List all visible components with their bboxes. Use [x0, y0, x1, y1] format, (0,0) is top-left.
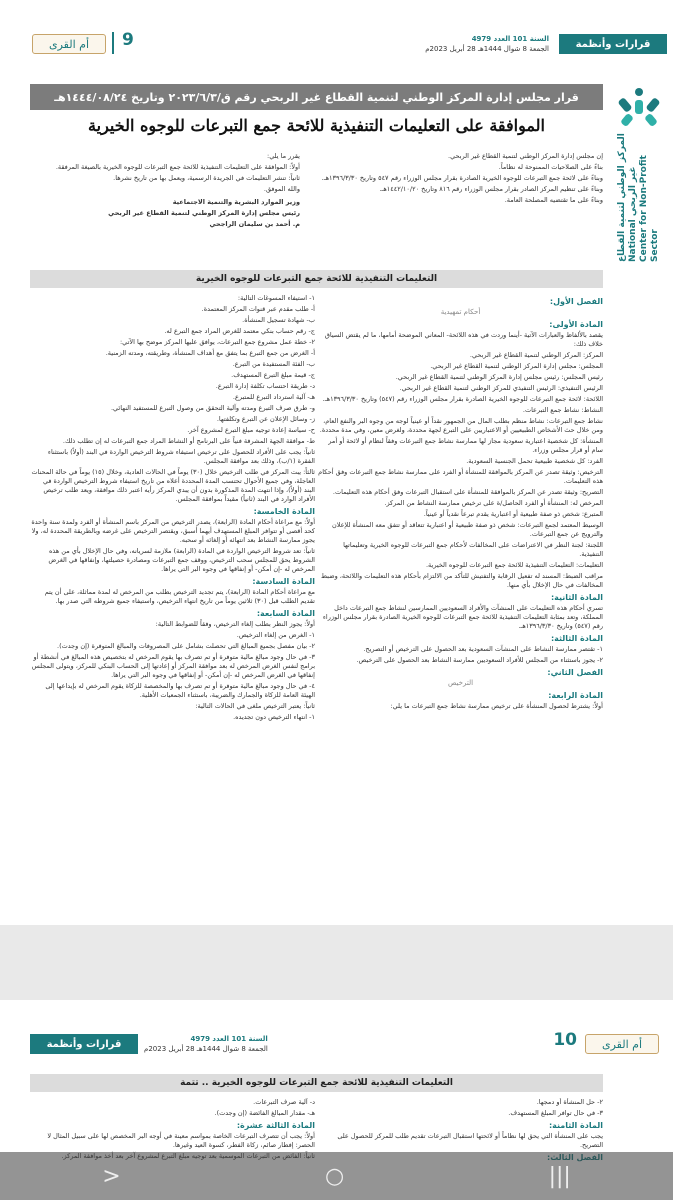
- paragraph: ج- قيمة مبلغ التبرع المستهدف.: [231, 371, 315, 379]
- paragraph: التعليمات: التعليمات التنفيذية للائحة جمع التبرعات للوجوه الخيرية.: [425, 561, 603, 569]
- intro-line: وبناءً على تنظيم المركز الصادر بقرار مجلس الوزراء رقم ٨١٦ وتاريخ ١٤٤٢/١٠/٢٠هـ.: [379, 185, 603, 193]
- page-header: [0, 1000, 673, 1060]
- section-tag: قرارات وأنظمة: [30, 1034, 138, 1054]
- paragraph: ح- سياسة إعادة توجيه مبلغ التبرع لمشروع آخر.: [187, 426, 315, 434]
- section-tag: قرارات وأنظمة: [559, 34, 667, 54]
- paragraph: تسري أحكام هذه التعليمات على المنشآت والأفراد السعوديين الممارسين لنشاط جمع التبرعات داخل المملكة، وتعد بمثابة التعليمات التنفيذية للائحة جمع التبرعات للوجوه الخيرية الصادرة بقرار مجلس الوزراء رقم (٥٤٧) وتاريخ ١٣٩٦/٣/٣٠هـ.: [322, 604, 603, 630]
- paragraph: مراقب الضبط: المسند له تفعيل الرقابة والتفتيش للتأكد من الالتزام بأحكام هذه التعليمات واللائحة، وضبط المخالفات في حال الإخلال بأي منها.: [320, 572, 603, 589]
- intro-line: إن مجلس إدارة المركز الوطني لتنمية القطاع غير الربحي.: [448, 152, 603, 160]
- page-header: [0, 0, 673, 60]
- paragraph: رئيس المجلس: رئيس مجلس إدارة المركز الوطني لتنمية القطاع غير الربحي.: [395, 373, 603, 381]
- paragraph: أ- طلب مقدم عبر قنوات المركز المعتمدة.: [201, 305, 315, 313]
- paragraph: ١- تقتصر ممارسة النشاط على المنشآت السعودية بعد الحصول على الترخيص أو التصريح.: [363, 645, 603, 653]
- paragraph: ٢- بيان مفصل بجميع المبالغ التي تحصلت بشامل على المصروفات والمبالغ المتوفرة (إن وجدت).: [57, 642, 315, 650]
- article-heading: المادة الرابعة:: [548, 691, 603, 700]
- paragraph: ثالثاً: يبت المركز في طلب الترخيص خلال (٣٠) يوماً في الحالات العادية، وخلال (١٥) يوماً في حالة المحنات العاجلة، وفي جميع الأحوال تحتسب المدة المحددة أعلاه من تاريخ استيفاء شروط الترخيص الواردة في البند (أولاً)، وإذا انتهت المدة المذكورة بدون أن يبدي المركز رأيه اعتبر ذلك موافقة، ويعد طلب ترخيص الأفراد الوارد في البند (ثانياً) مقيداً بموافقة المجلس.: [31, 468, 315, 503]
- paragraph: أولاً: يجوز النظر بطلب إلغاء الترخيص، وفقاً للضوابط التالية:: [155, 620, 315, 628]
- page-number: 9: [122, 30, 134, 50]
- paragraph: ب- شهادة تسجيل المنشأة.: [242, 316, 315, 324]
- main-title: الموافقة على التعليمات التنفيذية للائحة جمع التبرعات للوجوه الخيرية: [88, 116, 545, 135]
- page-number: 10: [553, 1030, 577, 1050]
- body-right-column: [318, 294, 603, 914]
- issue-line-1: السنة 101 العدد 4979: [190, 1035, 268, 1043]
- paragraph: المنشأة: كل شخصية اعتبارية سعودية مجاز لها ممارسة نشاط جمع التبرعات وفقاً لنظام أو لائحة أو أمر سام أو قرار مجلس وزراء.: [328, 437, 603, 454]
- paragraph: ز- وسائل الإعلان عن التبرع وتكلفتها.: [216, 415, 315, 423]
- chapter-subtitle: أحكام تمهيدية: [440, 308, 481, 316]
- paragraph: ١- استيفاء المسوغات التالية:: [237, 294, 315, 302]
- article-heading: المادة الأولى:: [549, 320, 603, 329]
- recent-apps-button[interactable]: |||: [548, 1163, 571, 1189]
- paragraph: ١- انتهاء الترخيص دون تجديده.: [233, 713, 315, 721]
- signature-line: رئيس مجلس إدارة المركز الوطني لتنمية القطاع غير الربحي: [108, 209, 300, 217]
- paragraph: الترخيص: وثيقة تصدر عن المركز بالموافقة للمنشأة أو الفرد على ممارسة نشاط جمع التبرعات وفق أحكام هذه التعليمات.: [318, 468, 603, 485]
- paragraph: نشاط جمع التبرعات: نشاط منظم بطلب المال من الجمهور نقداً أو عينياً لوجه من وجوه البر والنفع العام، ومن خلال حث الأشخاص الطبيعيين أو الاعتباريين على التبرع لجهة محددة، ولغرض معين، وفي مدة محددة.: [319, 417, 603, 434]
- paragraph: أولاً: مع مراعاة أحكام المادة (الرابعة)، يصدر الترخيص من المركز باسم المنشأة أو الفرد ولمدة سنة واحدة كحد أقصى أو تتوافر المبلغ المستهدف أيهما أسبق، ويقتصر الترخيص على غرضه وبالطريقة المحددة له، ولا يجوز ممارسة النشاط بعد انتهائه أو إلغائه أو سحبه.: [31, 518, 315, 544]
- paragraph: المرخص له: المنشأة أو الفرد الحاصل/ة على ترخيص ممارسة النشاط من المركز.: [384, 499, 603, 507]
- umm-al-qura-logo: أم القرى: [585, 1034, 659, 1054]
- paragraph: ثانياً: تعد شروط الترخيص الواردة في المادة (الرابعة) ملازمة لسريانه، وفي حال الإخلال بأي من هذه الشروط يحق للمجلس سحب الترخيص، ووقف جمع التبرعات ومصادرة حصيلتها، وإنفاقها في الغرض المرخص له -إن أمكن- أو إنفاقها في وجوه البر التي يراها.: [48, 547, 315, 573]
- paragraph: أولاً: يشترط لحصول المنشأة على ترخيص ممارسة نشاط جمع التبرعات ما يلي:: [390, 702, 603, 710]
- paragraph: الفرد: كل شخصية طبيعية تحمل الجنسية السعودية.: [466, 457, 603, 465]
- paragraph: و- طرق صرف التبرع ومدته وآلية التحقق من وصول التبرع للمستفيد النهائي.: [110, 404, 315, 412]
- article-heading: المادة الثالثة عشرة:: [236, 1121, 315, 1130]
- intro-line: والله الموفق.: [263, 185, 300, 193]
- paragraph: ٢- حل المنشأة أو دمجها.: [536, 1098, 603, 1106]
- paragraph: ١- الغرض من إلغاء الترخيص.: [236, 631, 315, 639]
- decision-title: قرار مجلس إدارة المركز الوطني لتنمية القطاع غير الربحي رقم ق/٢٠٢٣/٦/٣ وتاريخ ١٤٤٤/٠٨/٢٤هـ: [30, 84, 603, 110]
- article-heading: المادة الثانية:: [550, 593, 603, 602]
- paragraph: د- آلية صرف التبرعات.: [253, 1098, 315, 1106]
- chapter-subtitle: الترخيص: [447, 679, 474, 687]
- paragraph: المركز: المركز الوطني لتنمية القطاع غير الربحي.: [469, 351, 603, 359]
- intro-line: بناءً على الصلاحيات الممنوحة له نظاماً.: [498, 163, 603, 171]
- paragraph: مع مراعاة أحكام المادة (الرابعة)، يتم تجديد الترخيص بطلب من المرخص له لمدة مماثلة، على أن يتم تقديم الطلب قبل (٣٠) ثلاثين يوماً من تاريخ انتهاء الترخيص، واستيفاء جميع شروطه التي صدر بها.: [44, 588, 315, 605]
- paragraph: ٣- في حال وجود مبالغ مالية متوفرة أو تم تصرف بها يقوم المرخص له بتخصيص هذه المبالغ في أنشطة أو برامج لنفس الغرض المرخص له بعد موافقة المركز أو إعادتها إلى الحساب البنكي للمركز، ويتولى المجلس إنفاقها في الغرض المرخص له -إن أمكن- أو إنفاقها في وجوه البر التي يراها.: [31, 653, 315, 679]
- umm-al-qura-logo: أم القرى: [32, 34, 106, 54]
- intro-left: [30, 152, 300, 231]
- issue-line-2: الجمعة 8 شوال 1444هـ 28 أبريل 2023م: [425, 45, 549, 53]
- article-heading: المادة الثالثة:: [550, 634, 603, 643]
- paragraph: النشاط: نشاط جمع التبرعات.: [522, 406, 603, 414]
- signature-block: [30, 198, 300, 229]
- intro-line: وبناءً على لائحة جمع التبرعات للوجوه الخيرية الصادرة بقرار مجلس الوزراء رقم ٥٤٧ وتاريخ ١٣٩٦/٣/٣٠هـ.: [321, 174, 603, 182]
- paragraph: أولاً: يجب أن تتصرف التبرعات الخاصة بمواسم معينة في أوجه البر المخصص لها على سبيل المثال لا الحصر: إفطار صائم، زكاة الفطر، كسوة العيد وغيرها.: [47, 1132, 315, 1149]
- ncnp-name: المركز الوطني لتنمية القطاع غير الربحي National Center for Non-Profit Sector: [617, 133, 660, 262]
- android-nav-bar: [0, 1152, 673, 1200]
- ncnp-emblem-icon: [611, 84, 667, 132]
- paragraph: هـ- آلية استرداد التبرع للمتبرع.: [232, 393, 315, 401]
- article-heading: المادة الخامسة:: [253, 507, 315, 516]
- paragraph: التصريح: وثيقة تصدر عن المركز بالموافقة للمنشأة على استقبال التبرعات وفق أحكام هذه التعليمات.: [332, 488, 603, 496]
- ncnp-logo: [611, 84, 667, 264]
- paragraph: يجب على المنشأة التي يحق لها نظاماً أو لائحتها استقبال التبرعات تقديم طلب للمركز للحصول على التصريح.: [337, 1132, 603, 1149]
- intro-line: وبناءً على ما تقتضيه المصلحة العامة.: [504, 196, 603, 204]
- article-heading: المادة الثامنة:: [548, 1121, 603, 1130]
- paragraph: ثانياً: يعتبر الترخيص ملغى في الحالات التالية:: [195, 702, 315, 710]
- article-heading: المادة السابعة:: [256, 609, 315, 618]
- article-heading: الفصل الأول:: [549, 297, 603, 306]
- paragraph: المجلس: مجلس إدارة المركز الوطني لتنمية القطاع غير الربحي.: [430, 362, 603, 370]
- paragraph: ثانياً: يجب على الأفراد للحصول على ترخيص استيفاء شروط الترخيص الواردة في البند (أولاً) باستثناء الفقرة (١/ب)، وذلك بعد موافقة المجلس.: [47, 448, 315, 465]
- paragraph: ٢- خطة عمل مشروع جمع التبرعات، يوافق عليها المركز موضح بها الآتي:: [119, 338, 315, 346]
- issue-info: [425, 34, 549, 54]
- section-band: التعليمات التنفيذية للائحة جمع التبرعات للوجوه الخيرية: [30, 270, 603, 288]
- paragraph: اللجنة: لجنة النظر في الاعتراضات على المخالفات لأحكام جمع التبرعات للوجوه الخيرية وتعليماتها التنفيذية.: [343, 541, 603, 558]
- body-left-column: [30, 294, 315, 914]
- paragraph: ٢- يجوز باستثناء من المجلس للأفراد السعوديين ممارسة النشاط بعد الحصول على الترخيص.: [356, 656, 603, 664]
- paragraph: يقصد بالألفاظ والعبارات الآتية -أينما وردت في هذه اللائحة- المعاني الموضحة أمامها، ما لم يقتض السياق خلاف ذلك:: [324, 331, 603, 348]
- section-band: التعليمات التنفيذية للائحة جمع التبرعات للوجوه الخيرية .. تتمة: [30, 1074, 603, 1092]
- paragraph: اللائحة: لائحة جمع التبرعات للوجوه الخيرية الصادرة بقرار مجلس الوزراء رقم (٥٤٧) وتاريخ ١٣٩٦/٣/٣٠هـ.: [322, 395, 603, 403]
- paragraph: ٤- في حال وجود مبالغ مالية متوفرة أو تم تصرف بها والمخصصة للزكاة يقوم المرخص له بإيداعها إلى الهيئة العامة للزكاة والجمارك والضريبة، باستثناء الجمعيات الأهلية.: [45, 682, 315, 699]
- signature-line: وزير الموارد البشرية والتنمية الاجتماعية: [172, 198, 300, 206]
- paragraph: الرئيس التنفيذي: الرئيس التنفيذي للمركز الوطني لتنمية القطاع غير الربحي.: [399, 384, 603, 392]
- paragraph: ج- رقم حساب بنكي معتمد للغرض المراد جمع التبرع له.: [164, 327, 315, 335]
- intro-line: يقرر ما يلي:: [267, 152, 300, 160]
- paragraph: ب- الفئة المستفيدة من التبرع.: [232, 360, 315, 368]
- paragraph: د- طريقة احتساب تكلفة إدارة التبرع.: [215, 382, 315, 390]
- paragraph: المتبرع: شخص ذو صفة طبيعية أو اعتبارية يقدم تبرعاً نقدياً أو عينياً.: [423, 510, 603, 518]
- intro-line: ثانياً: تنشر التعليمات في الجريدة الرسمية، ويعمل بها من تاريخ نشرها.: [113, 174, 300, 182]
- issue-info: [144, 1034, 268, 1054]
- paragraph: أ- الغرض من جمع التبرع بما يتفق مع أهداف المنشأة، وطريقته، ومدته الزمنية.: [105, 349, 315, 357]
- paragraph: الوسيط المعتمد لجمع التبرعات: شخص ذو صفة طبيعية أو اعتبارية تتعاقد أو تتفق معه المنشأة للإعلان والترويج عن جمع التبرعات.: [332, 521, 603, 538]
- intro-line: أولاً: الموافقة على التعليمات التنفيذية للائحة جمع التبرعات للوجوه الخيرية بالصيغة المرفقة.: [55, 163, 300, 171]
- back-button[interactable]: <: [102, 1163, 121, 1189]
- signature-line: م. أحمد بن سليمان الراجحي: [209, 220, 300, 228]
- divider: [112, 32, 114, 54]
- intro-right: [313, 152, 603, 207]
- paragraph: هـ- مقدار المبالغ الفائضة (إن وجدت).: [214, 1109, 315, 1117]
- article-heading: المادة السادسة:: [252, 577, 315, 586]
- home-button[interactable]: ○: [325, 1163, 345, 1189]
- issue-line-2: الجمعة 8 شوال 1444هـ 28 أبريل 2023م: [144, 1045, 268, 1053]
- issue-line-1: السنة 101 العدد 4979: [471, 35, 549, 43]
- paragraph: ٣- في حال توافر المبلغ المستهدف.: [508, 1109, 603, 1117]
- article-heading: الفصل الثاني:: [547, 668, 603, 677]
- paragraph: ط- موافقة الجهة المشرفة فنياً على البرنامج أو النشاط المراد جمع التبرعات له إن تطلب ذلك.: [62, 437, 315, 445]
